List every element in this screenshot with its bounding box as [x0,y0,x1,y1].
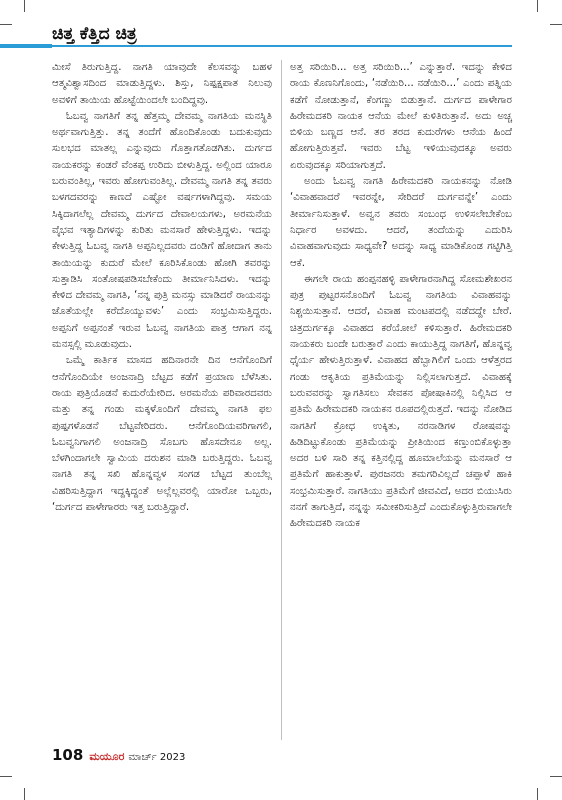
crop-mark [0,24,12,25]
section-title: ಚಿತ್ತ ಕೆತ್ತಿದ ಚಿತ್ರ [52,24,137,44]
crop-mark [550,776,562,777]
article-column-left [52,60,272,516]
header-accent-bar [0,44,52,48]
header-rule [52,45,512,47]
crop-mark [550,24,562,25]
paragraph: ಅಂದು ಓಬವ್ವ ನಾಗತಿ ಹಿರೇಮದಕರಿ ನಾಯಕನನ್ನು ನೋಡಿ ‘ವಿವಾಹವಾದರೆ ಇವರನ್ನೇ, ಸೇರಿದರೆ ದುರ್ಗವನ್ನೇ’ ಎಂದು ತೀರ್ಮಾನಿಸುತ್ತಾಳೆ. ಅವ್ವನ ತವರು ಸಂಬಂಧ ಉಳಿಸಲೇಬೇಕೆಂಬ ನಿರ್ಧಾರ ಅವಳದು. ಆದರೆ, ತಂದೆಯನ್ನು ಎದುರಿಸಿ ವಿವಾಹವಾಗುವುದು ಸಾಧ್ಯವೇ? ಅದನ್ನು ಸಾಧ್ಯ ಮಾಡಿಕೊಂಡ ಗಟ್ಟಿಗಿತ್ತಿ ಆಕೆ. [290,176,512,269]
issue-date: ಮಾರ್ಚ್ 2023 [128,752,186,763]
paragraph: ಒಮ್ಮೆ ಕಾರ್ತಿಕ ಮಾಸದ ಹದಿನಾರನೇ ದಿನ ಆನೆಗೊಂದಿಗೆ ಆನೆಗೊಂದಿಯೇ ಅಂಜನಾದ್ರಿ ಬೆಟ್ಟದ ಕಡೆಗೆ ಪ್ರಯಾಣ ಬೆಳೆಸಿತು. ರಾಯ ಪುತ್ರಿಯೊಡನೆ ಕುದುರೆಯೇರಿದ. ಅರಮನೆಯ ಪರಿವಾರದವರು ಮತ್ತು ತನ್ನ ಗಂಡು ಮಕ್ಕಳೊಂದಿಗೆ ದೇವಮ್ಮ ನಾಗತಿ ಫಲ ಪುಷ್ಪಗಳೊಡನೆ ಬೆಟ್ಟವೇರಿದರು. ಆನೆಗೊಂದಿಯವರಿಗಾಗಲಿ, ಓಬವ್ವನಿಗಾಗಲಿ ಅಂಜನಾದ್ರಿ ಸೊಬಗು ಹೊಸದೇನೂ ಅಲ್ಲ. ಬೆಳಗಿಂದಾಗಲೇ ಸ್ವಾಮಿಯ ದರುಶನ ಮಾಡಿ ಬರುತ್ತಿದ್ದರು. ಓಬವ್ವ ನಾಗತಿ ತನ್ನ ಸಖಿ ಹೊನ್ನವ್ವಳ ಸಂಗಡ ಬೆಟ್ಟದ ತುಂಬೆಲ್ಲ ವಿಹರಿಸುತ್ತಿದ್ದಾಗ ಇದ್ದಕ್ಕಿದ್ದಂತೆ ಅಲ್ಲೆಲ್ಲವರಲ್ಲಿ ಯಾರೋ ಒಬ್ಬರು, ‘ದುರ್ಗದ ಪಾಳೇಗಾರರು ಇತ್ತ ಬರುತ್ತಿದ್ದಾರೆ. [52,355,272,514]
crop-mark [537,788,538,800]
crop-mark [24,788,25,800]
paragraph: ಈಗಲೇ ರಾಯ ಹಂಪ್ಪನಹಳ್ಳಿ ಪಾಳೇಗಾರನಾಗಿದ್ದ ಸೋಮಶೇಖರನ ಪುತ್ರ ಪುಟ್ಟರಸನೊಂದಿಗೆ ಓಬವ್ವ ನಾಗತಿಯ ವಿವಾಹವನ್ನು ನಿಶ್ಚಯಿಸುತ್ತಾನೆ. ಆದರೆ, ವಿವಾಹ ಮಂಟಪದಲ್ಲಿ ನಡೆದದ್ದೇ ಬೇರೆ. ಚಿತ್ರದುರ್ಗಕ್ಕೂ ವಿವಾಹದ ಕರೆಯೋಲೆ ಕಳಿಸುತ್ತಾರೆ. ಹಿರೇಮದಕರಿ ನಾಯಕರು ಬಂದೇ ಬರುತ್ತಾರೆ ಎಂದು ಕಾಯುತ್ತಿದ್ದ ನಾಗತಿಗೆ, ಹೊನ್ನವ್ವ ಧೈರ್ಯ ಹೇಳುತ್ತಿರುತ್ತಾಳೆ. ವಿವಾಹದ ಹೆಬ್ಬಾಗಿಲಿಗೆ ಒಂದು ಆಳೆತ್ತರದ ಗಂಡು ಆಕೃತಿಯ ಪ್ರತಿಮೆಯನ್ನು ನಿಲ್ಲಿಸಲಾಗುತ್ತದೆ. ವಿವಾಹಕ್ಕೆ ಬರುವವರನ್ನು ಸ್ವಾಗತಿಸಲು ಸೇವಕನ ಪೋಷಾಕಿನಲ್ಲಿ ನಿಲ್ಲಿಸಿದ ಆ ಪ್ರತಿಮೆ ಹಿರೇಮದಕರಿ ನಾಯಕನ ರೂಪದಲ್ಲಿರುತ್ತದೆ. ಇದನ್ನು ನೋಡಿದ ನಾಗತಿಗೆ ಕ್ರೋಧ ಉಕ್ಕಿತು, ನರನಾಡಿಗಳ ರೋಷವನ್ನು ಹಿಡಿದಿಟ್ಟುಕೊಂಡು ಪ್ರತಿಮೆಯನ್ನು ಪ್ರೀತಿಯಿಂದ ಕಣ್ತುಂಬಿಕೊಳ್ಳುತ್ತಾ ಅದರ ಬಳಿ ಸಾರಿ ತನ್ನ ಕತ್ತಿನಲ್ಲಿದ್ದ ಹೂಮಾಲೆಯನ್ನು ಮನಸಾರೆ ಆ ಪ್ರತಿಮೆಗೆ ಹಾಕುತ್ತಾಳೆ. ಪುರಜನರು ತಮಗರಿವಿಲ್ಲದೆ ಚಪ್ಪಾಳೆ ಹಾಕಿ ಸಂಭ್ರಮಿಸುತ್ತಾರೆ. ನಾಗತಿಯು ಪ್ರತಿಮೆಗೆ ಜೀವವಿದೆ, ಅದರ ಬಿಯುಸಿರು ನನಗೆ ತಾಗುತ್ತಿದೆ, ನನ್ನನ್ನು ಸಮೀಕರಿಸುತ್ತಿದೆ ಎಂದುಕೊಳ್ಳುತ್ತಿರುವಾಗಲೇ ಹಿರೇಮದಕರಿ ನಾಯಕ [290,273,512,530]
page-number: 108 [52,746,84,764]
paragraph: ಮೀಸೆ ತಿರುಗುತ್ತಿದ್ದ. ನಾಗತಿ ಯಾವುದೇ ಕೆಲಸವನ್ನು ಬಹಳ ಆತ್ಮವಿಶ್ವಾಸದಿಂದ ಮಾಡುತ್ತಿದ್ದಳು. ಶಿಸ್ತು, ನಿಷ್ಪಕ್ಷಪಾತ ನಿಲುವು ಅವಳಿಗೆ ತಾಯಿಯ ಹೊಟ್ಟೆಯಿಂದಲೇ ಬಂದಿದ್ದವು. [52,62,272,106]
crop-mark [24,0,25,12]
column-divider [281,60,282,740]
magazine-name: ಮಯೂರ [89,750,125,763]
page-footer [52,745,185,764]
article-column-right [290,60,512,533]
paragraph: ಅತ್ತ ಸರಿಯಿರಿ... ಅತ್ತ ಸರಿಯಿರಿ...’ ಎನ್ನುತ್ತಾರೆ. ಇದನ್ನು ಕೇಳಿದ ರಾಯ ಕೊಣನಿಗೊಂದು, ‘ನಡೆಯಿರಿ... ನಡೆಯಿರಿ...’ ಎಂದು ಪತ್ನಿಯ ಕಡೆಗೆ ನೋಡುತ್ತಾನೆ, ಕೆಂಗಣ್ಣು ಬಿಡುತ್ತಾನೆ. ದುರ್ಗದ ಪಾಳೇಗಾರ ಹಿರೇಮದಕರಿ ನಾಯಕ ಆನೆಯ ಮೇಲೆ ಕುಳಿತಿರುತ್ತಾನೆ. ಅದು ಅಚ್ಚ ಬಿಳಿಯ ಬಣ್ಣದ ಆನೆ. ತರ ತರದ ಕುದುರೆಗಳು ಆನೆಯ ಹಿಂದೆ ಹೋಗುತ್ತಿರುತ್ತವೆ. ಇವರು ಬೆಟ್ಟ ಇಳಿಯುವುದಕ್ಕೂ ಅವರು ಏರುವುದಕ್ಕೂ ಸರಿಯಾಗುತ್ತದೆ. [290,62,512,171]
crop-mark [537,0,538,12]
paragraph: ಓಬವ್ವ ನಾಗತಿಗೆ ತನ್ನ ಹೆತ್ತಮ್ಮ ದೇವಮ್ಮ ನಾಗತಿಯ ಮನಸ್ಥಿತಿ ಅರ್ಥವಾಗುತ್ತಿತ್ತು. ತನ್ನ ತಂದೆಗೆ ಹೊಂದಿಕೊಂಡು ಬದುಕುವುದು ಸುಲಭದ ಮಾತಲ್ಲ ಎನ್ನುವುದು ಗೊತ್ತಾಗತೊಡಗಿತು. ದುರ್ಗದ ನಾಯಕರನ್ನು ಕಂಡರೆ ವೆಂಕಪ್ಪ ಉರಿದು ಬೀಳುತ್ತಿದ್ದ. ಅಲ್ಲಿಂದ ಯಾರೂ ಬರುವಂತಿಲ್ಲ, ಇವರು ಹೋಗುವಂತಿಲ್ಲ. ದೇವಮ್ಮ ನಾಗತಿ ತನ್ನ ತವರು ಬಳಗದವರನ್ನು ಕಾಣದೆ ಎಷ್ಟೋ ವರ್ಷಗಳಾಗಿದ್ದವು. ಸಮಯ ಸಿಕ್ಕಿದಾಗಲೆಲ್ಲ ದೇವಮ್ಮ ದುರ್ಗದ ದೇವಾಲಯಗಳು, ಅರಮನೆಯ ವೈಭವ ಇತ್ಯಾದಿಗಳನ್ನು ಕುರಿತು ಮನಸಾರೆ ಹೇಳುತ್ತಿದ್ದಳು. ಇದನ್ನು ಕೇಳುತ್ತಿದ್ದ ಓಬವ್ವ ನಾಗತಿ ಅಪ್ಪನಿಲ್ಲದವರು ದಂಡಿಗೆ ಹೋದಾಗ ತಾನು ತಾಯಿಯನ್ನು ಕುದುರೆ ಮೇಲೆ ಕೂರಿಸಿಕೊಂಡು ಹೋಗಿ ತವರನ್ನು ಸುತ್ತಾಡಿಸಿ ಸಂತೋಷಪಡಿಸಬೇಕೆಂದು ತೀರ್ಮಾನಿಸಿದಳು. ಇದನ್ನು ಕೇಳಿದ ದೇವಮ್ಮ ನಾಗತಿ, ‘ನನ್ನ ಪುತ್ರಿ ಮನಸ್ಸು ಮಾಡಿದರೆ ರಾಯನನ್ನು ಜೊತೆಯಲ್ಲೇ ಕರೆದೊಯ್ಯುವಳು’ ಎಂದು ಸಂಭ್ರಮಿಸುತ್ತಿದ್ದರು. ಅಪ್ಪನಿಗೆ ಅಪ್ಪನಂತೆ ಇರುವ ಓಬವ್ವ ನಾಗತಿಯ ಪಾತ್ರ ಆಗಾಗ ನನ್ನ ಮನಸ್ಸಲ್ಲಿ ಮೂಡುವುದು. [52,110,272,351]
crop-mark [0,776,12,777]
